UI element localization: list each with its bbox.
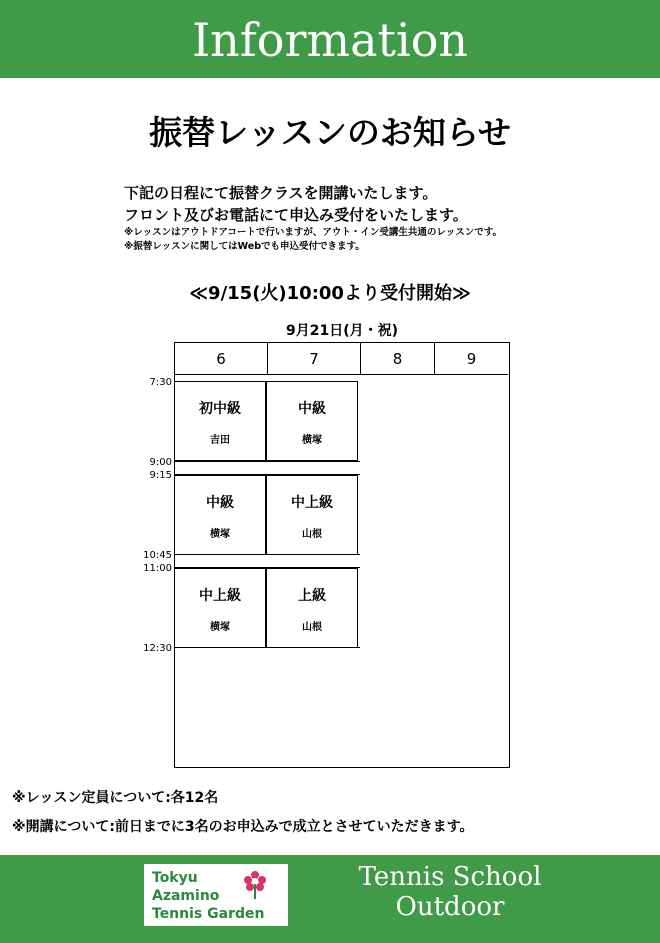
intro-note-2: ※振替レッスンに関してはWebでも申込受付できます。	[124, 241, 365, 252]
time-label: 11:00	[143, 563, 172, 574]
intro-text	[124, 182, 644, 254]
lesson-level: 中級	[298, 401, 326, 417]
time-label: 9:15	[149, 470, 172, 481]
court-header-6: 6	[175, 343, 268, 375]
lesson-level: 上級	[298, 588, 326, 604]
footer-line-1: Tennis School	[358, 862, 542, 892]
header-banner	[0, 0, 660, 78]
lesson-cell	[174, 381, 266, 461]
lesson-level: 初中級	[199, 401, 241, 417]
logo	[144, 864, 288, 926]
lesson-cell	[266, 475, 358, 555]
condition-note: ※開講について:前日までに3名のお申込みで成立とさせていただきます。	[12, 819, 474, 835]
lesson-level: 中上級	[291, 495, 333, 511]
lesson-cell	[174, 568, 266, 648]
lesson-level: 中級	[206, 495, 234, 511]
lesson-coach: 山根	[302, 622, 322, 633]
logo-line-3: Tennis Garden	[152, 906, 265, 922]
footer-banner	[0, 855, 660, 943]
logo-line-1: Tokyu	[152, 870, 198, 886]
capacity-note: ※レッスン定員について:各12名	[12, 790, 219, 806]
time-label: 10:45	[143, 550, 172, 561]
lesson-level: 中上級	[199, 588, 241, 604]
court-header-7: 7	[268, 343, 361, 375]
lesson-coach: 横塚	[210, 622, 230, 633]
schedule-date: 9月21日(月・祝)	[285, 323, 399, 339]
lesson-coach: 山根	[302, 529, 322, 540]
slot-divider	[174, 461, 360, 462]
court-header-8: 8	[361, 343, 435, 375]
intro-line-1: 下記の日程にて振替クラスを開講いたします。	[124, 184, 438, 202]
page-title: 振替レッスンのお知らせ	[149, 113, 511, 152]
time-label: 9:00	[149, 457, 172, 468]
lesson-coach: 吉田	[210, 435, 230, 446]
time-label: 7:30	[149, 377, 172, 388]
lesson-cell	[266, 381, 358, 461]
time-label: 12:30	[143, 643, 172, 654]
lesson-cell	[266, 568, 358, 648]
lesson-coach: 横塚	[210, 529, 230, 540]
reception-start: ≪9/15(火)10:00より受付開始≫	[189, 283, 471, 304]
footer-line-2: Outdoor	[395, 892, 505, 922]
logo-line-2: Azamino	[152, 888, 220, 904]
header-title: Information	[191, 13, 469, 67]
intro-note-1: ※レッスンはアウトドアコートで行いますが、アウト・イン受講生共通のレッスンです。	[124, 227, 503, 238]
flower-icon	[242, 870, 268, 900]
lesson-coach: 横塚	[302, 435, 322, 446]
court-header-9: 9	[435, 343, 508, 375]
intro-line-2: フロント及びお電話にて申込み受付をいたします。	[124, 206, 468, 224]
lesson-cell	[174, 475, 266, 555]
